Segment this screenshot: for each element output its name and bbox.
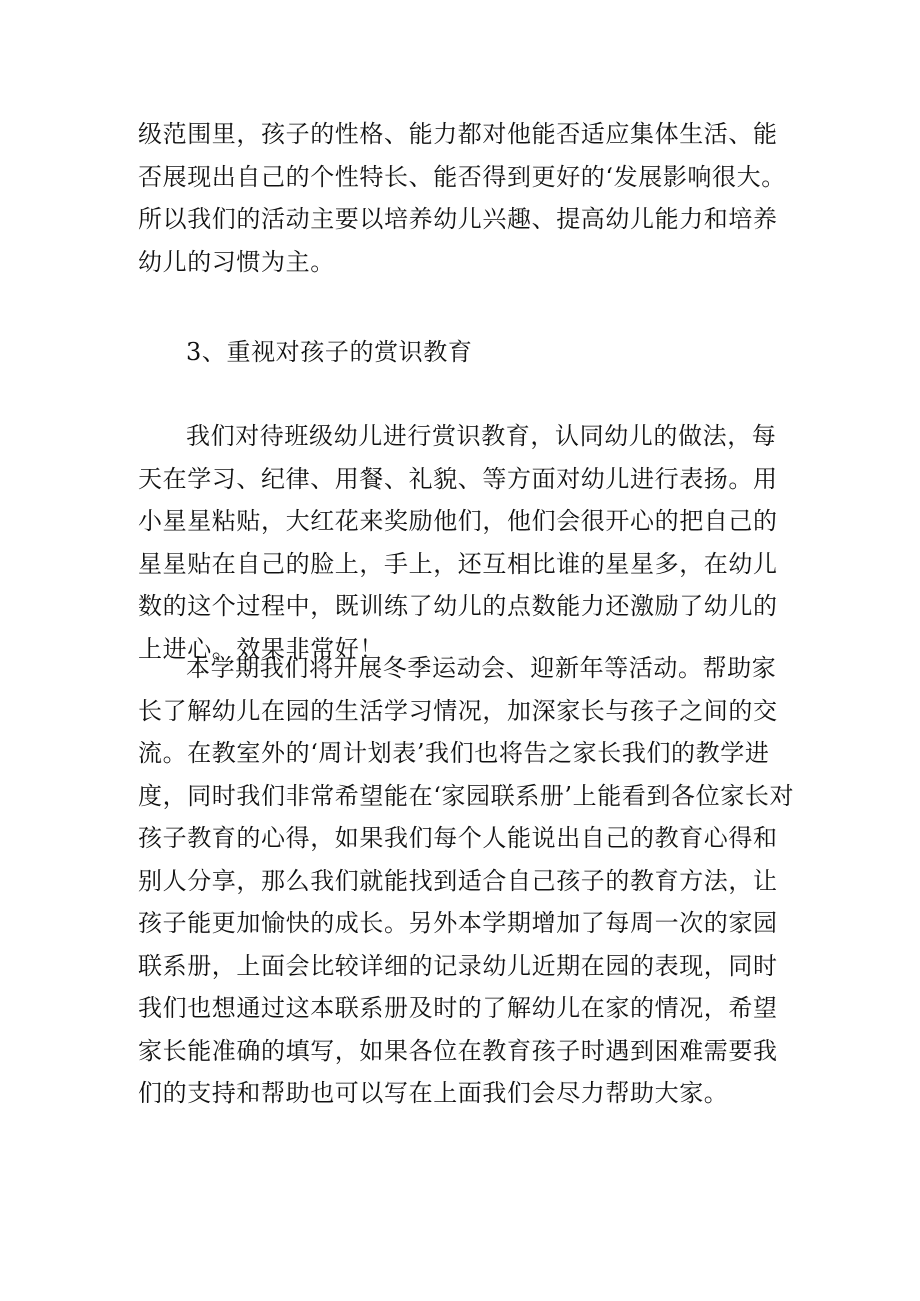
paragraph-semester-activities: 本学期我们将开展冬季运动会、迎新年等活动。帮助家长了解幼儿在园的生活学习情况，加深家长与孩子之间的交流。在教室外的‘周计划表’我们也将告之家长我们的教学进度，同时我们非常希望能在‘家园联系册’上能看到各位家长对孩子教育的心得，如果我们每个人能说出自己的教育心得和别人分享，那么我们就能找到适合自己孩子的教育方法，让孩子能更加愉快的成长。另外本学期增加了每周一次的家园联系册，上面会比较详细的记录幼儿近期在园的表现，同时我们也想通过这本联系册及时的了解幼儿在家的情况，希望家长能准确的填写，如果各位在教育孩子时遇到困难需要我们的支持和帮助也可以写在上面我们会尽力帮助大家。: [138, 654, 795, 1107]
section-heading: 3、重视对孩子的赏识教育: [186, 338, 473, 366]
paragraph-continued: 级范围里，孩子的性格、能力都对他能否适应集体生活、能否展现出自己的个性特长、能否得到更好的‘发展影响很大。所以我们的活动主要以培养幼儿兴趣、提高幼儿能力和培养幼儿的习惯为主。: [138, 120, 786, 276]
paragraph-appreciation-education: 我们对待班级幼儿进行赏识教育，认同幼儿的做法，每天在学习、纪律、用餐、礼貌、等方面对幼儿进行表扬。用小星星粘贴，大红花来奖励他们，他们会很开心的把自己的星星贴在自己的脸上，手上，还互相比谁的星星多，在幼儿数的这个过程中，既训练了幼儿的点数能力还激励了幼儿的上进心。效果非常好！: [138, 422, 778, 663]
